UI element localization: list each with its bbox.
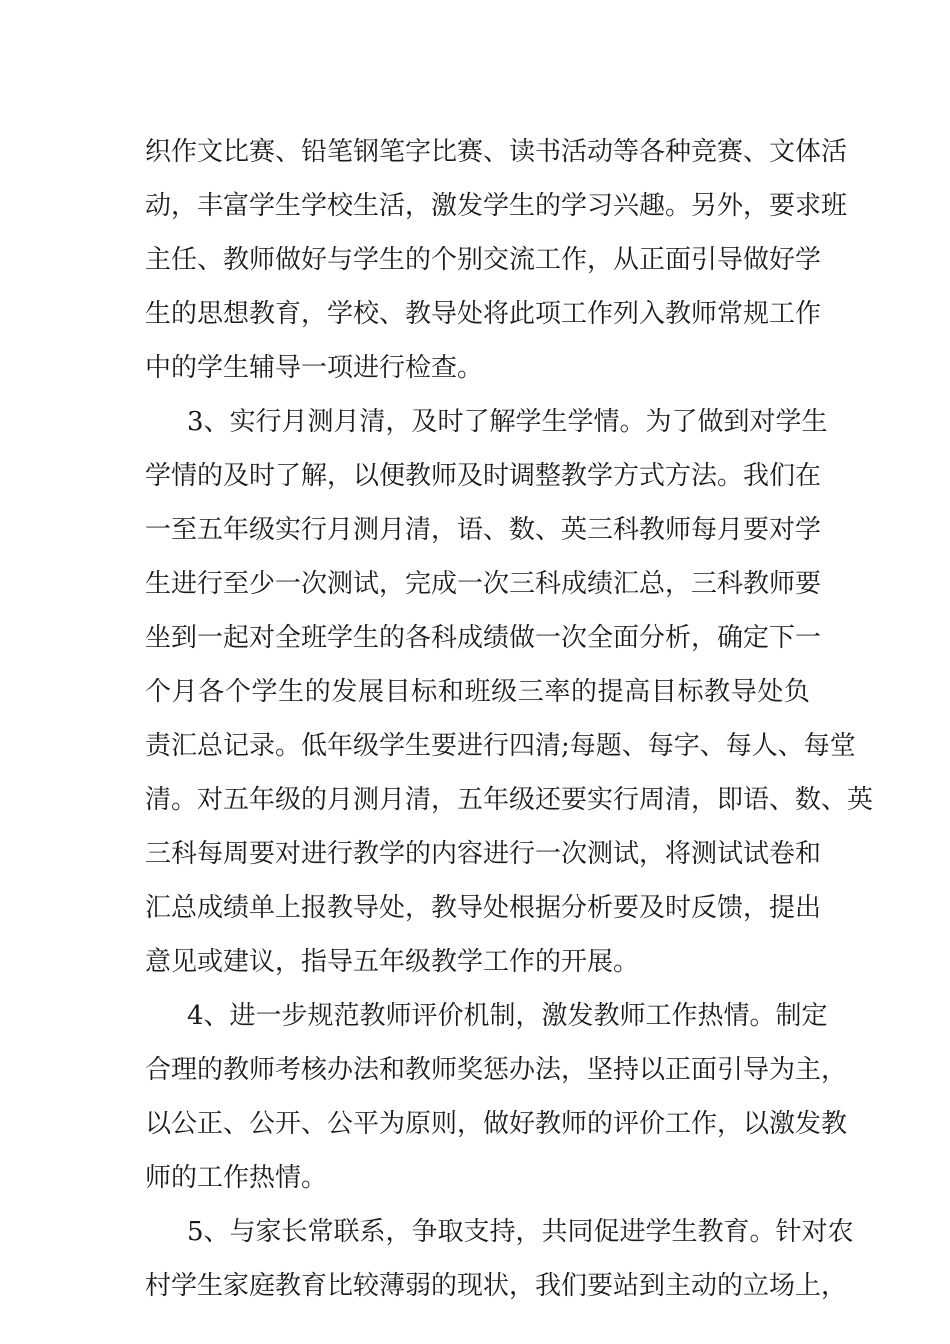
text-line: 动，丰富学生学校生活，激发学生的学习兴趣。另外，要求班 xyxy=(145,191,848,221)
text-line: 村学生家庭教育比较薄弱的现状，我们要站到主动的立场上， xyxy=(145,1271,848,1301)
text-line: 坐到一起对全班学生的各科成绩做一次全面分析，确定下一 xyxy=(145,623,822,653)
paragraph-start-line: 3、实行月测月清，及时了解学生学情。为了做到对学生 xyxy=(187,407,828,437)
text-line: 汇总成绩单上报教导处，教导处根据分析要及时反馈，提出 xyxy=(145,893,822,923)
text-line: 以公正、公开、公平为原则，做好教师的评价工作，以激发教 xyxy=(145,1109,848,1139)
text-line: 师的工作热情。 xyxy=(145,1163,328,1193)
paragraph-start-line: 4、进一步规范教师评价机制，激发教师工作热情。制定 xyxy=(187,1001,828,1031)
text-line: 意见或建议，指导五年级教学工作的开展。 xyxy=(145,947,640,977)
text-line: 清。对五年级的月测月清，五年级还要实行周清，即语、数、英 xyxy=(145,785,874,815)
body-text xyxy=(145,125,874,1313)
text-line: 学情的及时了解，以便教师及时调整教学方式方法。我们在 xyxy=(145,461,822,491)
text-line: 责汇总记录。低年级学生要进行四清;每题、每字、每人、每堂 xyxy=(145,731,856,761)
text-line: 生的思想教育，学校、教导处将此项工作列入教师常规工作 xyxy=(145,299,822,329)
text-line: 中的学生辅导一项进行检查。 xyxy=(145,353,484,383)
paragraph-start-line: 5、与家长常联系，争取支持，共同促进学生教育。针对农 xyxy=(187,1217,854,1247)
text-line: 三科每周要对进行教学的内容进行一次测试，将测试试卷和 xyxy=(145,839,822,869)
text-line: 个月各个学生的发展目标和班级三率的提高目标教导处负 xyxy=(145,677,810,707)
text-line: 织作文比赛、铅笔钢笔字比赛、读书活动等各种竞赛、文体活 xyxy=(145,137,848,167)
text-line: 一至五年级实行月测月清，语、数、英三科教师每月要对学 xyxy=(145,515,822,545)
text-line: 合理的教师考核办法和教师奖惩办法，坚持以正面引导为主， xyxy=(145,1055,848,1085)
text-line: 生进行至少一次测试，完成一次三科成绩汇总，三科教师要 xyxy=(145,569,822,599)
text-line: 主任、教师做好与学生的个别交流工作，从正面引导做好学 xyxy=(145,245,822,275)
